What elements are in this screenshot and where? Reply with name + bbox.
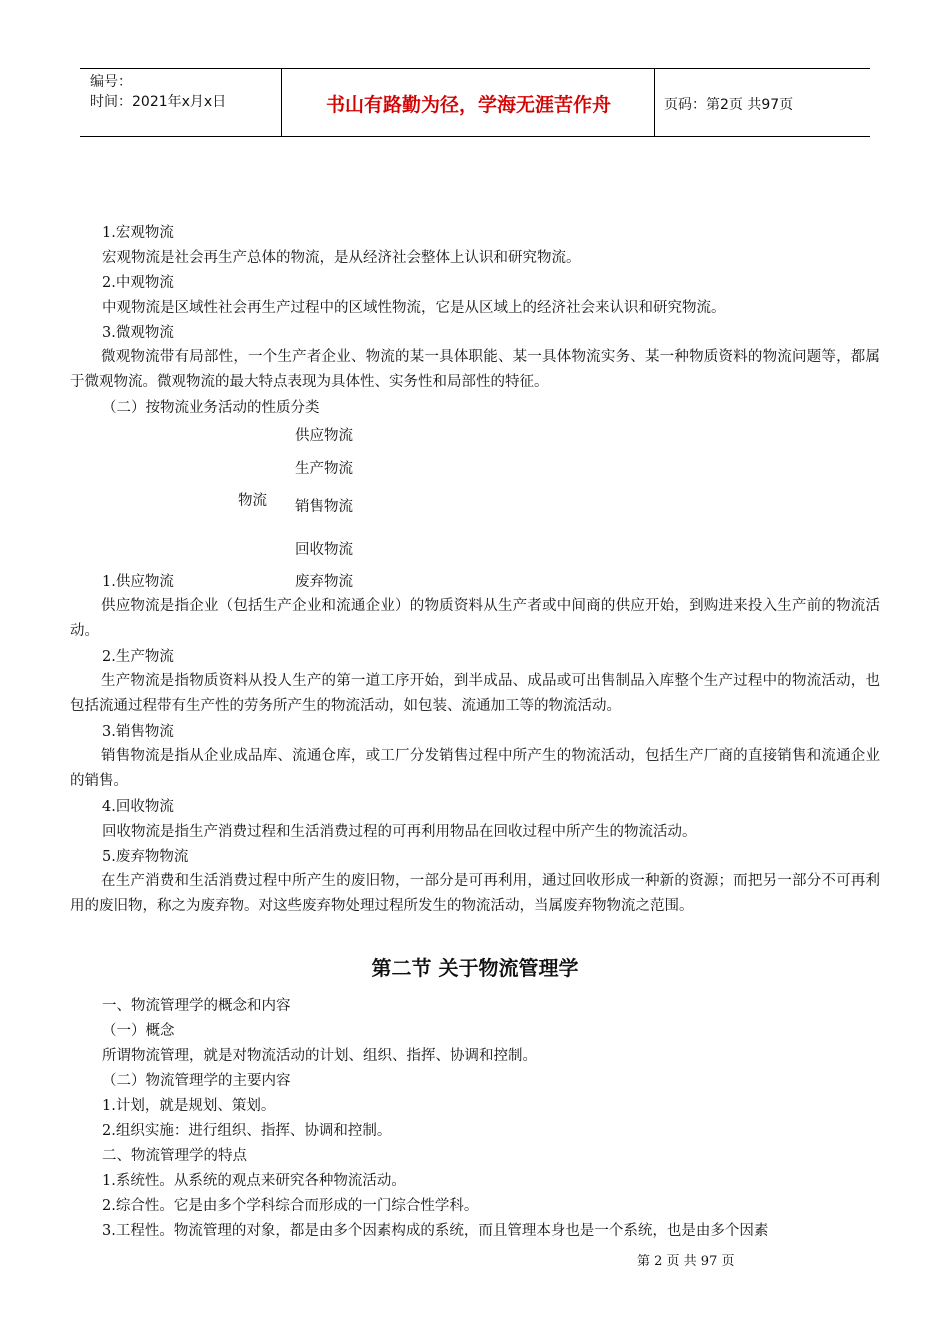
text-line: 所谓物流管理，就是对物流活动的计划、组织、指挥、协调和控制。 (102, 1048, 537, 1064)
paragraph: 销售物流是指从企业成品库、流通仓库，或工厂分发销售过程中所产生的物流活动，包括生产厂商的直接销售和流通企业的销售。 (70, 748, 880, 789)
text-line: 2.组织实施：进行组织、指挥、协调和控制。 (102, 1123, 392, 1139)
text-line: 3.工程性。物流管理的对象，都是由多个因素构成的系统，而且管理本身也是一个系统，也是由多个因素 (102, 1223, 769, 1239)
document-number-label: 编号： (90, 74, 132, 90)
heading-classification: （二）按物流业务活动的性质分类 (102, 400, 320, 416)
heading-return-logistics: 4.回收物流 (102, 799, 174, 815)
text-line: 1.计划，就是规划、策划。 (102, 1098, 276, 1114)
header-motto: 书山有路勤为径，学海无涯苦作舟 (325, 94, 611, 116)
text-line: 回收物流是指生产消费过程和生活消费过程的可再利用物品在回收过程中所产生的物流活动。 (102, 824, 697, 840)
text-line: 1.系统性。从系统的观点来研究各种物流活动。 (102, 1173, 406, 1189)
diagram-item: 销售物流 (295, 499, 353, 515)
document-date: 时间：2021年x月x日 (90, 94, 227, 110)
heading-waste-logistics: 5.废弃物物流 (102, 849, 189, 865)
header-divider (654, 69, 655, 136)
header-page-indicator: 页码：第2页 共97页 (664, 97, 794, 113)
heading-macro-logistics: 1.宏观物流 (102, 225, 174, 241)
diagram-root: 物流 (238, 493, 267, 509)
heading-sales-logistics: 3.销售物流 (102, 724, 174, 740)
heading-concept: （一）概念 (102, 1023, 175, 1039)
header-divider (281, 69, 282, 136)
paragraph: 在生产消费和生活消费过程中所产生的废旧物，一部分是可再利用，通过回收形成一种新的资源；而把另一部分不可再利用的废旧物，称之为废弃物。对这些废弃物处理过程所发生的物流活动，当属废弃物物流之范围。 (70, 873, 880, 914)
diagram-item: 供应物流 (295, 428, 353, 444)
section-title: 第二节 关于物流管理学 (371, 956, 579, 980)
heading-characteristics: 二、物流管理学的特点 (102, 1148, 247, 1164)
heading-concept-content: 一、物流管理学的概念和内容 (102, 998, 291, 1014)
page-footer: 第 2 页 共 97 页 (637, 1254, 735, 1269)
heading-supply-logistics: 1.供应物流 (102, 574, 174, 590)
heading-production-logistics: 2.生产物流 (102, 649, 174, 665)
paragraph: 微观物流带有局部性，一个生产者企业、物流的某一具体职能、某一具体物流实务、某一种物质资料的物流问题等，都属于微观物流。微观物流的最大特点表现为具体性、实务性和局部性的特征。 (70, 349, 880, 390)
diagram-item: 废弃物流 (295, 574, 353, 590)
paragraph: 供应物流是指企业（包括生产企业和流通企业）的物质资料从生产者或中间商的供应开始，到购进来投入生产前的物流活动。 (70, 598, 880, 639)
text-line: 中观物流是区域性社会再生产过程中的区域性物流，它是从区域上的经济社会来认识和研究物流。 (102, 300, 726, 316)
heading-meso-logistics: 2.中观物流 (102, 275, 174, 291)
paragraph: 生产物流是指物质资料从投人生产的第一道工序开始，到半成品、成品或可出售制品入库整个生产过程中的物流活动，也包括流通过程带有生产性的劳务所产生的物流活动，如包装、流通加工等的物流活动。 (70, 673, 880, 714)
heading-main-content: （二）物流管理学的主要内容 (102, 1073, 291, 1089)
diagram-item: 生产物流 (295, 461, 353, 477)
diagram-item: 回收物流 (295, 542, 353, 558)
text-line: 2.综合性。它是由多个学科综合而形成的一门综合性学科。 (102, 1198, 479, 1214)
heading-micro-logistics: 3.微观物流 (102, 325, 174, 341)
text-line: 宏观物流是社会再生产总体的物流，是从经济社会整体上认识和研究物流。 (102, 250, 581, 266)
